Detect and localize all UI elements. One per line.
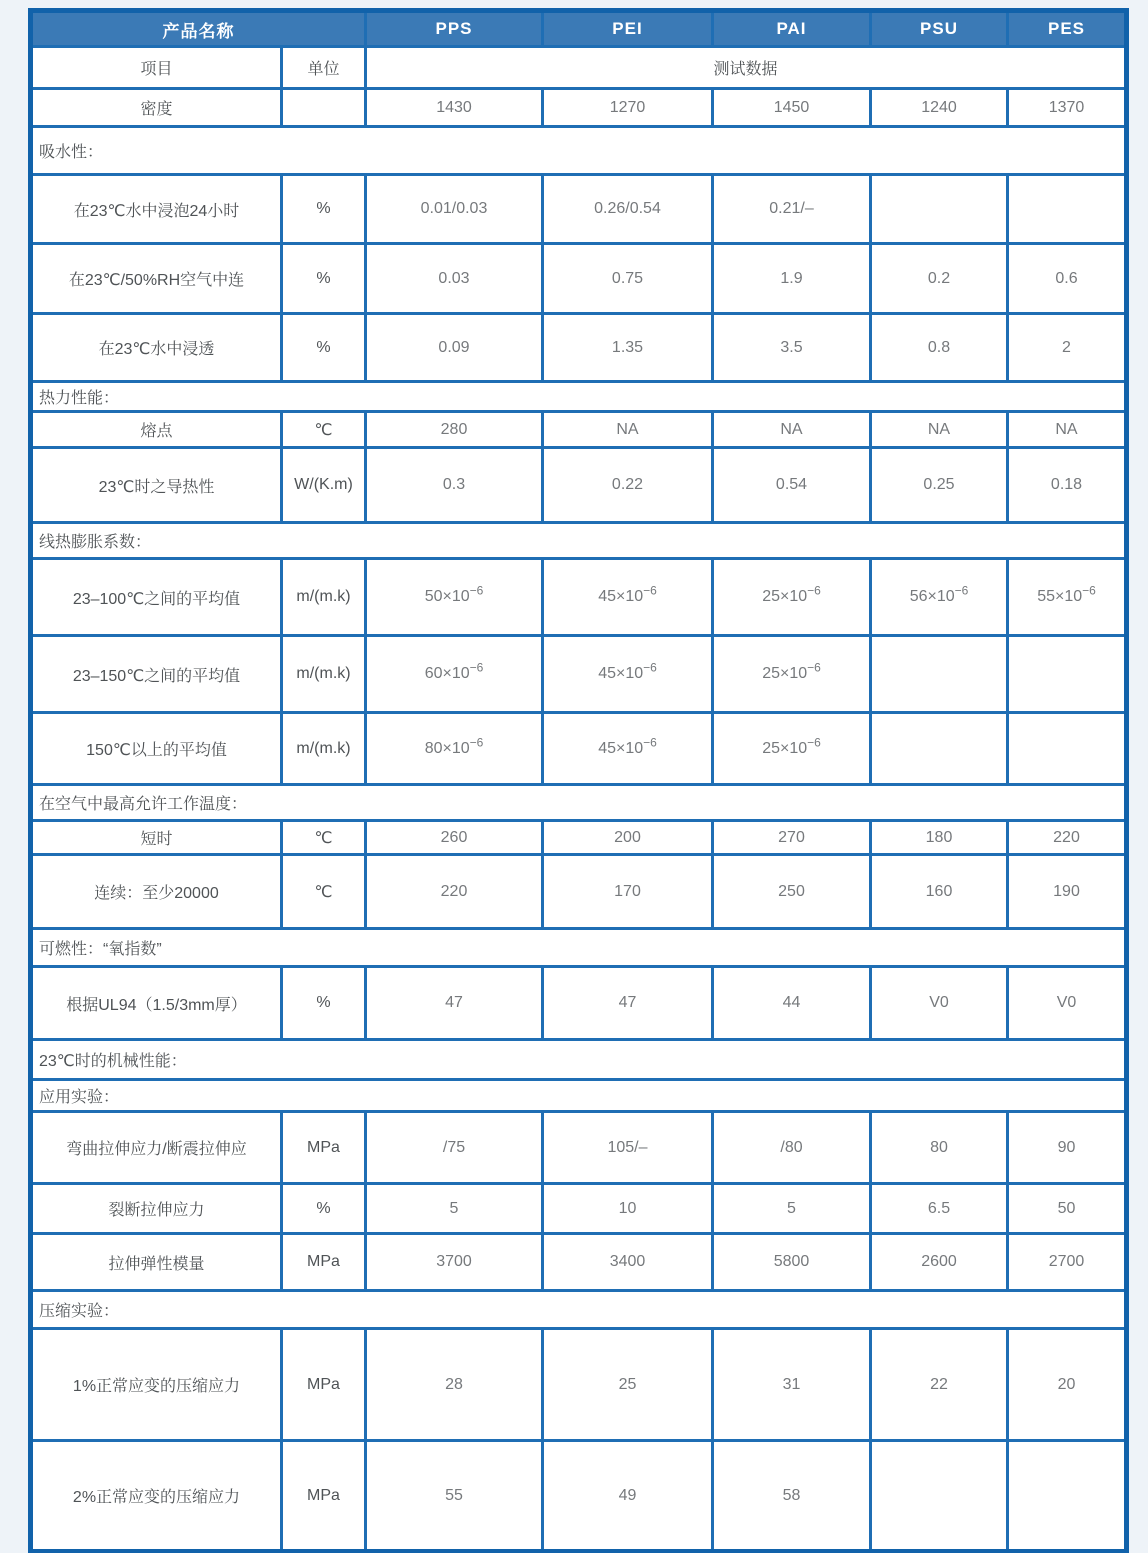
value-cell: 0.75 — [543, 244, 713, 314]
row-unit: m/(m.k) — [282, 559, 366, 636]
value-cell — [1008, 1441, 1127, 1552]
row-unit: m/(m.k) — [282, 713, 366, 785]
section-label: 在空气中最高允许工作温度： — [31, 785, 1127, 821]
value-cell — [1008, 713, 1127, 785]
value-cell: 0.2 — [871, 244, 1008, 314]
value-cell: $45\times 10^{-6}$ — [543, 636, 713, 713]
value-cell: 10 — [543, 1184, 713, 1234]
value-cell: 1450 — [713, 89, 871, 127]
row-label: 150℃以上的平均值 — [31, 713, 282, 785]
value-cell: 105/– — [543, 1112, 713, 1184]
value-cell: $50\times 10^{-6}$ — [366, 559, 543, 636]
section-row — [31, 1080, 1127, 1112]
row-unit: MPa — [282, 1441, 366, 1552]
value-cell: 44 — [713, 967, 871, 1040]
value-cell: 49 — [543, 1441, 713, 1552]
value-cell: 0.09 — [366, 314, 543, 382]
data-row — [31, 1441, 1127, 1552]
value-cell: 220 — [1008, 821, 1127, 855]
value-cell: 1270 — [543, 89, 713, 127]
value-cell: 260 — [366, 821, 543, 855]
value-cell — [871, 1441, 1008, 1552]
value-cell: /80 — [713, 1112, 871, 1184]
data-row — [31, 636, 1127, 713]
value-cell: NA — [543, 412, 713, 448]
data-row — [31, 412, 1127, 448]
value-cell: $25\times 10^{-6}$ — [713, 713, 871, 785]
header-col-pei: PEI — [543, 11, 713, 47]
row-unit: MPa — [282, 1112, 366, 1184]
value-cell: 0.18 — [1008, 448, 1127, 523]
row-unit: % — [282, 175, 366, 244]
data-row — [31, 855, 1127, 929]
value-cell: V0 — [871, 967, 1008, 1040]
value-cell: 250 — [713, 855, 871, 929]
data-row — [31, 1234, 1127, 1291]
value-cell: 200 — [543, 821, 713, 855]
value-cell: 0.26/0.54 — [543, 175, 713, 244]
value-cell: 22 — [871, 1329, 1008, 1441]
table-header-row — [31, 11, 1127, 47]
data-row — [31, 175, 1127, 244]
value-cell: 5800 — [713, 1234, 871, 1291]
value-cell: 180 — [871, 821, 1008, 855]
exponent: −6 — [643, 583, 657, 598]
table-subheader-row — [31, 47, 1127, 89]
value-cell: NA — [871, 412, 1008, 448]
value-cell: 1430 — [366, 89, 543, 127]
value-cell: 3700 — [366, 1234, 543, 1291]
section-label: 线热膨胀系数： — [31, 523, 1127, 559]
row-unit: ℃ — [282, 821, 366, 855]
section-label: 应用实验： — [31, 1080, 1127, 1112]
row-label: 23℃时之导热性 — [31, 448, 282, 523]
value-cell: 0.54 — [713, 448, 871, 523]
value-cell: 3400 — [543, 1234, 713, 1291]
row-unit: % — [282, 967, 366, 1040]
value-cell — [1008, 175, 1127, 244]
exponent: −6 — [469, 583, 484, 598]
value-cell: 0.21/– — [713, 175, 871, 244]
section-row — [31, 1040, 1127, 1080]
value-cell: /75 — [366, 1112, 543, 1184]
subheader-test-data-label: 测试数据 — [366, 47, 1127, 89]
value-cell: 2 — [1008, 314, 1127, 382]
value-cell — [1008, 636, 1127, 713]
section-label: 吸水性： — [31, 127, 1127, 175]
value-cell: 160 — [871, 855, 1008, 929]
row-label: 裂断拉伸应力 — [31, 1184, 282, 1234]
exponent: −6 — [1082, 583, 1096, 598]
value-cell: 0.3 — [366, 448, 543, 523]
value-cell: 5 — [713, 1184, 871, 1234]
row-unit: ℃ — [282, 412, 366, 448]
data-row — [31, 1329, 1127, 1441]
value-cell: 20 — [1008, 1329, 1127, 1441]
row-label: 1%正常应变的压缩应力 — [31, 1329, 282, 1441]
value-cell: 31 — [713, 1329, 871, 1441]
data-row — [31, 244, 1127, 314]
value-cell: NA — [713, 412, 871, 448]
section-row — [31, 382, 1127, 412]
row-label: 拉伸弹性模量 — [31, 1234, 282, 1291]
header-col-pes: PES — [1008, 11, 1127, 47]
value-cell: 58 — [713, 1441, 871, 1552]
row-label: 短时 — [31, 821, 282, 855]
value-cell: 1240 — [871, 89, 1008, 127]
value-cell: 90 — [1008, 1112, 1127, 1184]
value-cell: 220 — [366, 855, 543, 929]
section-row — [31, 929, 1127, 967]
row-unit: % — [282, 244, 366, 314]
exponent: −6 — [469, 660, 484, 675]
exponent: −6 — [807, 583, 821, 598]
value-cell: 50 — [1008, 1184, 1127, 1234]
row-label: 23–150℃之间的平均值 — [31, 636, 282, 713]
row-label: 在23℃水中浸泡24小时 — [31, 175, 282, 244]
data-row — [31, 1112, 1127, 1184]
value-cell: 47 — [366, 967, 543, 1040]
data-row — [31, 448, 1127, 523]
data-row — [31, 559, 1127, 636]
data-row — [31, 713, 1127, 785]
row-label: 在23℃水中浸透 — [31, 314, 282, 382]
value-cell: 1.35 — [543, 314, 713, 382]
row-unit: MPa — [282, 1329, 366, 1441]
row-unit: MPa — [282, 1234, 366, 1291]
section-label: 可燃性：“氧指数” — [31, 929, 1127, 967]
header-product-name: 产品名称 — [31, 11, 366, 47]
table-body — [31, 89, 1127, 1552]
exponent: −6 — [954, 583, 969, 598]
value-cell — [871, 175, 1008, 244]
value-cell: 28 — [366, 1329, 543, 1441]
row-label: 在23℃/50%RH空气中连 — [31, 244, 282, 314]
value-cell: 55 — [366, 1441, 543, 1552]
section-row — [31, 127, 1127, 175]
row-unit: % — [282, 314, 366, 382]
value-cell: 270 — [713, 821, 871, 855]
row-unit: m/(m.k) — [282, 636, 366, 713]
exponent: −6 — [807, 660, 821, 675]
value-cell: 0.01/0.03 — [366, 175, 543, 244]
value-cell — [871, 713, 1008, 785]
value-cell: 5 — [366, 1184, 543, 1234]
row-label: 密度 — [31, 89, 282, 127]
value-cell: $55\times 10^{-6}$ — [1008, 559, 1127, 636]
value-cell: 2600 — [871, 1234, 1008, 1291]
row-label: 连续：至少20000 — [31, 855, 282, 929]
value-cell: 280 — [366, 412, 543, 448]
data-row — [31, 314, 1127, 382]
data-row — [31, 821, 1127, 855]
header-col-pps: PPS — [366, 11, 543, 47]
exponent: −6 — [469, 735, 484, 750]
value-cell: 1370 — [1008, 89, 1127, 127]
row-unit: % — [282, 1184, 366, 1234]
row-unit: ℃ — [282, 855, 366, 929]
row-unit: W/(K.m) — [282, 448, 366, 523]
exponent: −6 — [643, 735, 657, 750]
header-col-psu: PSU — [871, 11, 1008, 47]
row-label: 熔点 — [31, 412, 282, 448]
value-cell: 0.25 — [871, 448, 1008, 523]
value-cell: $25\times 10^{-6}$ — [713, 636, 871, 713]
data-row — [31, 967, 1127, 1040]
section-label: 压缩实验： — [31, 1291, 1127, 1329]
value-cell: 47 — [543, 967, 713, 1040]
value-cell: $56\times 10^{-6}$ — [871, 559, 1008, 636]
value-cell: 1.9 — [713, 244, 871, 314]
value-cell: 2700 — [1008, 1234, 1127, 1291]
row-label: 根据UL94（1.5/3mm厚） — [31, 967, 282, 1040]
value-cell: 0.03 — [366, 244, 543, 314]
subheader-item-label: 项目 — [31, 47, 282, 89]
value-cell: 0.6 — [1008, 244, 1127, 314]
value-cell: 0.22 — [543, 448, 713, 523]
value-cell: V0 — [1008, 967, 1127, 1040]
section-label: 热力性能： — [31, 382, 1127, 412]
value-cell: 6.5 — [871, 1184, 1008, 1234]
exponent: −6 — [643, 660, 657, 675]
value-cell: 3.5 — [713, 314, 871, 382]
value-cell: $45\times 10^{-6}$ — [543, 559, 713, 636]
value-cell: $25\times 10^{-6}$ — [713, 559, 871, 636]
value-cell: 0.8 — [871, 314, 1008, 382]
data-row — [31, 89, 1127, 127]
value-cell: 80 — [871, 1112, 1008, 1184]
section-row — [31, 785, 1127, 821]
row-label: 23–100℃之间的平均值 — [31, 559, 282, 636]
product-spec-table — [28, 8, 1129, 1553]
data-row — [31, 1184, 1127, 1234]
value-cell: 170 — [543, 855, 713, 929]
header-col-pai: PAI — [713, 11, 871, 47]
value-cell: NA — [1008, 412, 1127, 448]
value-cell: $60\times 10^{-6}$ — [366, 636, 543, 713]
exponent: −6 — [807, 735, 821, 750]
value-cell: $80\times 10^{-6}$ — [366, 713, 543, 785]
row-unit — [282, 89, 366, 127]
section-row — [31, 523, 1127, 559]
section-label: 23℃时的机械性能： — [31, 1040, 1127, 1080]
value-cell — [871, 636, 1008, 713]
subheader-unit-label: 单位 — [282, 47, 366, 89]
value-cell: 190 — [1008, 855, 1127, 929]
value-cell: $45\times 10^{-6}$ — [543, 713, 713, 785]
value-cell: 25 — [543, 1329, 713, 1441]
section-row — [31, 1291, 1127, 1329]
row-label: 弯曲拉伸应力/断震拉伸应 — [31, 1112, 282, 1184]
row-label: 2%正常应变的压缩应力 — [31, 1441, 282, 1552]
